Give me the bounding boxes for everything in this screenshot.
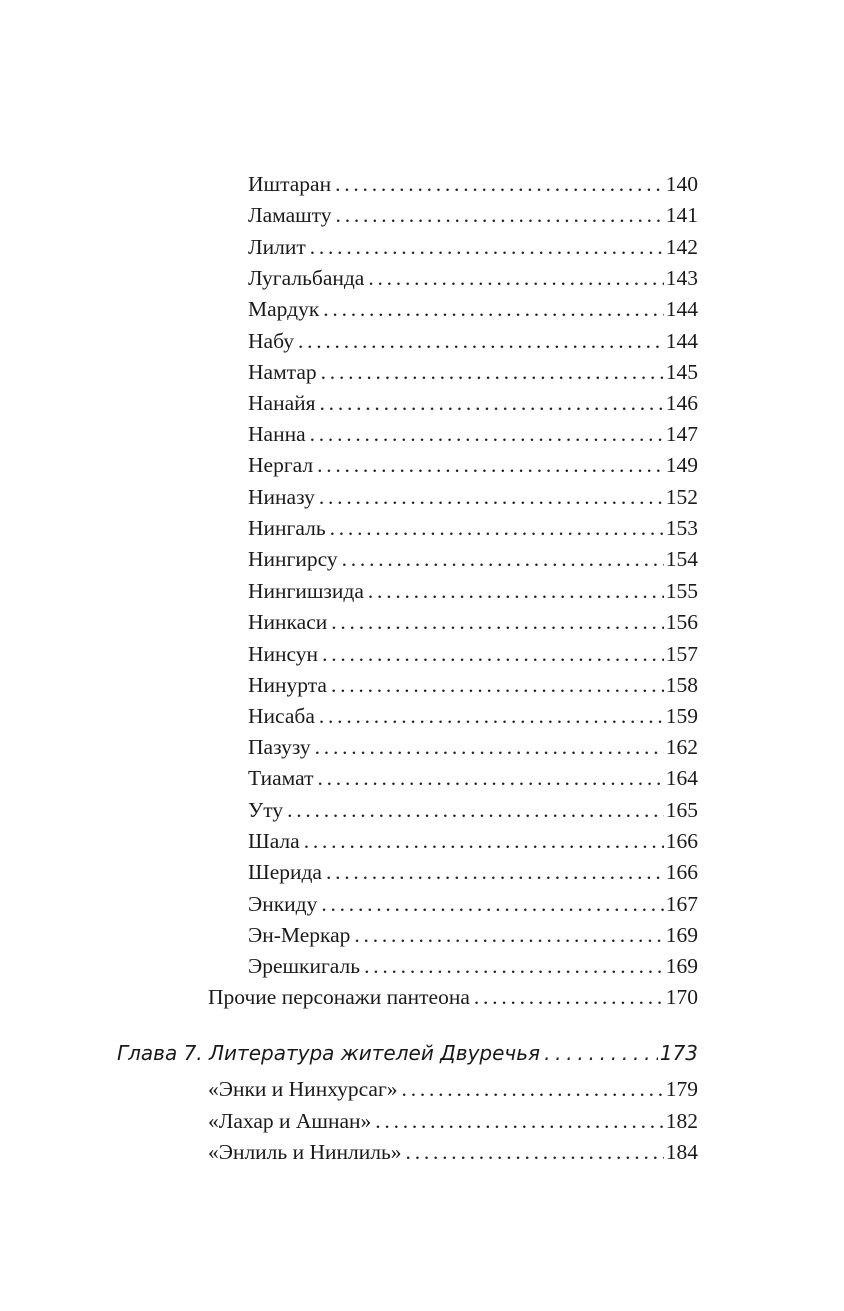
toc-entry-page: 165 xyxy=(665,798,698,822)
toc-entry-title: Лугальбанда xyxy=(248,266,365,290)
dot-leader xyxy=(304,827,664,855)
toc-entry-page: 169 xyxy=(665,923,698,947)
toc-entry xyxy=(248,201,698,229)
toc-entry xyxy=(248,483,698,511)
toc-entry-page: 179 xyxy=(665,1077,698,1101)
toc-chapter-page: 173 xyxy=(659,1041,698,1065)
dot-leader xyxy=(321,358,664,386)
toc-entry-title: Нисаба xyxy=(248,704,315,728)
toc-entry xyxy=(248,295,698,323)
toc-entry xyxy=(248,233,698,261)
toc-entry xyxy=(248,264,698,292)
toc-entry xyxy=(248,608,698,636)
dot-leader xyxy=(319,483,664,511)
toc-entry xyxy=(248,764,698,792)
dot-leader xyxy=(335,170,664,198)
dot-leader xyxy=(375,1107,663,1135)
toc-entry-title: Ламашту xyxy=(248,203,332,227)
toc-entry xyxy=(248,389,698,417)
dot-leader xyxy=(368,577,664,605)
dot-leader xyxy=(320,389,664,417)
toc-entry-title: Пазузу xyxy=(248,735,311,759)
dot-leader xyxy=(342,545,664,573)
dot-leader xyxy=(354,921,663,949)
toc-entry-title: Нанайя xyxy=(248,391,316,415)
toc-entry xyxy=(248,327,698,355)
dot-leader xyxy=(287,796,664,824)
toc-entry-page: 143 xyxy=(665,266,698,290)
dot-leader xyxy=(330,514,664,542)
dot-leader xyxy=(326,858,664,886)
toc-entry-page: 157 xyxy=(665,642,698,666)
toc-entry-page: 152 xyxy=(665,485,698,509)
toc-entry-page: 182 xyxy=(665,1109,698,1133)
toc-entry-title: «Энлиль и Нинлиль» xyxy=(208,1140,402,1164)
toc-entry-title: Ниназу xyxy=(248,485,315,509)
toc-entry-page: 154 xyxy=(665,547,698,571)
toc-entry-title: Мардук xyxy=(248,297,320,321)
toc-entry xyxy=(248,921,698,949)
toc-entry xyxy=(248,358,698,386)
toc-entry-page: 156 xyxy=(665,610,698,634)
toc-entry-page: 153 xyxy=(665,516,698,540)
toc-entry-title: Тиамат xyxy=(248,766,314,790)
toc-entry-title: Эн-Меркар xyxy=(248,923,351,947)
toc-entry-page: 146 xyxy=(665,391,698,415)
toc-entry-title: «Лахар и Ашнан» xyxy=(208,1109,372,1133)
toc-entry-page: 149 xyxy=(665,453,698,477)
dot-leader xyxy=(364,952,664,980)
dot-leader xyxy=(474,983,664,1011)
toc-entry xyxy=(248,420,698,448)
dot-leader xyxy=(402,1075,664,1103)
toc-section-title: Прочие персонажи пантеона xyxy=(208,985,470,1009)
toc-entry-title: Нергал xyxy=(248,453,314,477)
toc-entry-page: 166 xyxy=(665,829,698,853)
dot-leader xyxy=(336,201,664,229)
toc-section xyxy=(208,983,698,1011)
toc-entry-title: Нинурта xyxy=(248,673,327,697)
toc-entry xyxy=(248,577,698,605)
toc-entry-title: Намтар xyxy=(248,360,317,384)
toc-entry xyxy=(248,858,698,886)
dot-leader xyxy=(331,671,664,699)
dot-leader xyxy=(322,640,664,668)
dot-leader xyxy=(368,264,663,292)
toc-entry-title: Лилит xyxy=(248,235,306,259)
toc-entry-page: 140 xyxy=(665,172,698,196)
toc-entry xyxy=(248,640,698,668)
toc-entry-page: 162 xyxy=(665,735,698,759)
toc-entry-page: 144 xyxy=(665,297,698,321)
toc-entry xyxy=(248,733,698,761)
toc-entry-page: 145 xyxy=(665,360,698,384)
toc-entry-title: Шерида xyxy=(248,860,322,884)
dot-leader xyxy=(298,327,664,355)
dot-leader xyxy=(544,1039,658,1067)
toc-entry-title: Уту xyxy=(248,798,284,822)
toc-chapter-entry xyxy=(208,1138,698,1166)
toc-entry-title: Эрешкигаль xyxy=(248,954,361,978)
toc-chapter-entry xyxy=(208,1075,698,1103)
toc-entry-title: Энкиду xyxy=(248,892,318,916)
toc-section-page: 170 xyxy=(665,985,698,1009)
toc-entry-page: 169 xyxy=(665,954,698,978)
toc-entry-page: 144 xyxy=(665,329,698,353)
toc-entry xyxy=(248,170,698,198)
toc-entry-title: Иштаран xyxy=(248,172,332,196)
toc-entry-title: Нанна xyxy=(248,422,306,446)
dot-leader xyxy=(317,451,664,479)
dot-leader xyxy=(310,420,664,448)
toc-entry-title: Шала xyxy=(248,829,300,853)
toc-entry-title: Нинсун xyxy=(248,642,319,666)
dot-leader xyxy=(310,233,664,261)
toc-entry-page: 159 xyxy=(665,704,698,728)
dot-leader xyxy=(406,1138,664,1166)
toc-chapter-heading xyxy=(117,1039,698,1067)
toc-entry-page: 155 xyxy=(665,579,698,603)
toc-entry xyxy=(248,827,698,855)
toc-entry xyxy=(248,702,698,730)
toc-entry-title: Нингаль xyxy=(248,516,326,540)
toc-entry-page: 158 xyxy=(665,673,698,697)
toc-entry xyxy=(248,796,698,824)
toc-entry-title: Нинкаси xyxy=(248,610,328,634)
toc-entry-page: 147 xyxy=(665,422,698,446)
toc-entry-page: 164 xyxy=(665,766,698,790)
toc-entry-page: 184 xyxy=(665,1140,698,1164)
toc-entry xyxy=(248,545,698,573)
dot-leader xyxy=(318,764,664,792)
toc-entry-page: 141 xyxy=(665,203,698,227)
dot-leader xyxy=(321,890,663,918)
toc-entry xyxy=(248,890,698,918)
dot-leader xyxy=(319,702,664,730)
toc-entry xyxy=(248,514,698,542)
toc-entry-title: «Энки и Нинхурсаг» xyxy=(208,1077,398,1101)
dot-leader xyxy=(331,608,664,636)
toc-entry-title: Нингирсу xyxy=(248,547,338,571)
toc-entry-title: Набу xyxy=(248,329,294,353)
toc-entry-page: 167 xyxy=(665,892,698,916)
toc-chapter-title: Глава 7. Литература жителей Двуречья xyxy=(117,1041,541,1065)
toc-entry xyxy=(248,451,698,479)
dot-leader xyxy=(323,295,663,323)
toc-chapter-entry xyxy=(208,1107,698,1135)
toc-entry xyxy=(248,952,698,980)
toc-entry-title: Нингишзида xyxy=(248,579,364,603)
toc-entry-page: 142 xyxy=(665,235,698,259)
toc-entry xyxy=(248,671,698,699)
toc-entry-page: 166 xyxy=(665,860,698,884)
dot-leader xyxy=(315,733,664,761)
